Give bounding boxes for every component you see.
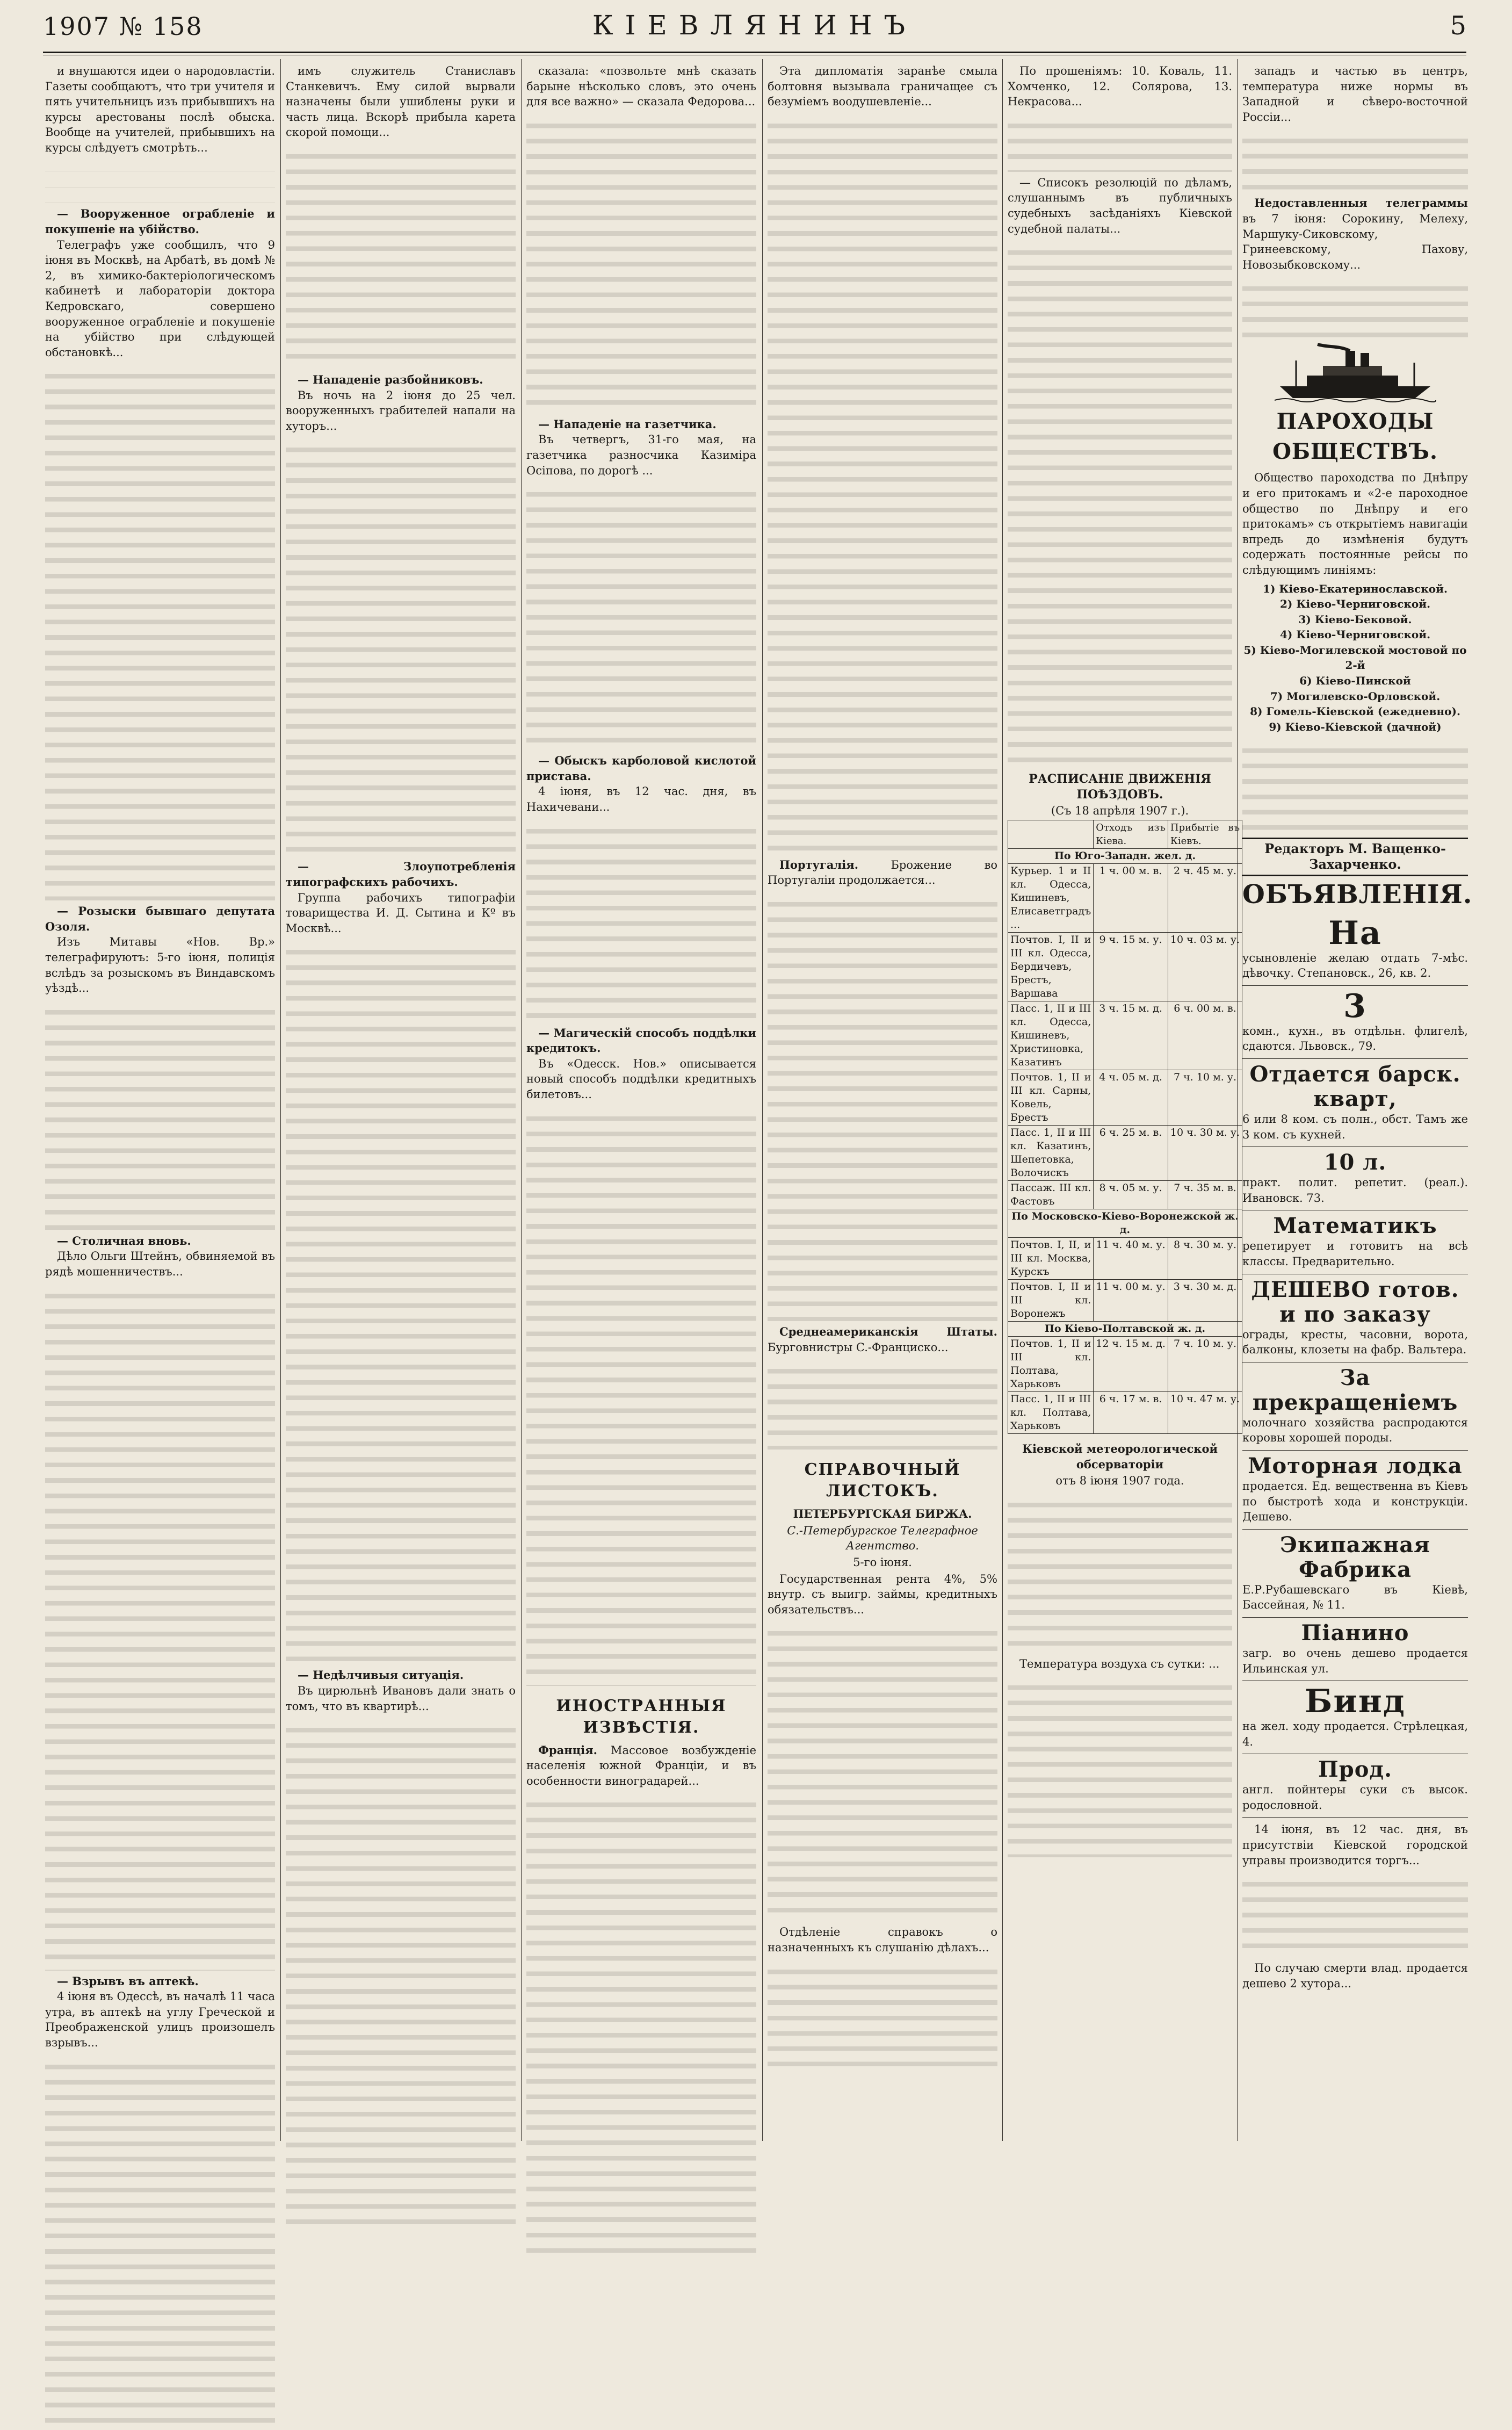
illegible-text-block <box>526 1106 756 1686</box>
classified-ad <box>1242 1754 1468 1818</box>
article-paragraph <box>768 857 997 888</box>
illegible-text-block <box>768 1959 997 2077</box>
timetable-row <box>1008 848 1242 863</box>
column-4 <box>768 63 997 2137</box>
classified-ad-body: загр. во очень дешево продается Ильинская ул. <box>1242 1646 1468 1675</box>
timetable-route-cell: Пасс. 1, II и III кл. Одесса, Кишиневъ, Христиновка, Казатинъ <box>1008 1001 1094 1070</box>
article-paragraph: имъ служитель Станиславъ Станкевичъ. Ему силой вырвали назначены были ушиблены руки и часть лица. Вскорѣ прибыла карета скорой помощи... <box>286 64 516 139</box>
classified-ad-body: комн., кухн., въ отдѣльн. флигелѣ, сдаются. Львовск., 79. <box>1242 1024 1468 1053</box>
timetable-departure-cell: 11 ч. 00 м. у. <box>1094 1279 1168 1321</box>
train-timetable <box>1008 820 1242 1434</box>
article-heading: — Нападеніе разбойниковъ. <box>298 372 483 386</box>
steamship-route: 6) Кіево-Пинской <box>1299 674 1411 688</box>
exchange-text: Государственная рента 4%, 5% внутр. съ выигр. займы, кредитныхъ обязательствъ... <box>768 1572 997 1616</box>
timetable-departure-cell: 6 ч. 25 м. в. <box>1094 1125 1168 1180</box>
column-2 <box>286 63 516 2137</box>
classified-ad-lead: ДЕШЕВО готов. и по заказу <box>1251 1277 1459 1327</box>
timetable-title: РАСПИСАНІЕ ДВИЖЕНІЯ ПОѢЗДОВЪ. <box>1029 772 1211 802</box>
timetable-departure-cell: 1 ч. 00 м. в. <box>1094 863 1168 932</box>
article-text: Массовое возбужденіе населенія южной Франціи, и въ особенности виноградарей... <box>526 1743 756 1787</box>
article-heading: — Вооруженное ограбленіе и покушеніе на убійство. <box>45 207 275 236</box>
classified-ad-lead: На <box>1328 914 1382 952</box>
classified-ad <box>1242 1530 1468 1618</box>
timetable-row <box>1008 1209 1242 1237</box>
steamship-route: 2) Кіево-Черниговской. <box>1279 597 1431 611</box>
article-paragraph <box>768 1324 997 1355</box>
classified-ad <box>1242 1210 1468 1274</box>
timetable-row <box>1008 1070 1242 1125</box>
timetable-route-cell: Пассаж. III кл. Фастовъ <box>1008 1180 1094 1209</box>
timetable-row <box>1008 1279 1242 1321</box>
classified-ad-lead: Моторная лодка <box>1248 1453 1463 1479</box>
timetable-route-cell: Почтов. 1, II и III кл. Сарны, Ковель, Брестъ <box>1008 1070 1094 1125</box>
timetable-departure-cell: 11 ч. 40 м. у. <box>1094 1237 1168 1279</box>
timetable-row <box>1008 1237 1242 1279</box>
timetable-subtitle: (Съ 18 апрѣля 1907 г.). <box>1051 804 1189 818</box>
illegible-text-block <box>768 891 997 1321</box>
timetable-departure-cell: 9 ч. 15 м. у. <box>1094 932 1168 1001</box>
article-paragraph <box>526 1743 756 1789</box>
timetable-route-cell: Почтов. I, II и III кл. Одесса, Бердичевъ, Брестъ, Варшава <box>1008 932 1094 1001</box>
article-heading: — Магическій способъ поддѣлки кредитокъ. <box>526 1026 756 1055</box>
timetable-arrival-cell: 7 ч. 10 м. у. <box>1168 1070 1242 1125</box>
timetable-header-arrival: Прибытіе въ Кіевъ. <box>1168 820 1242 848</box>
classified-ad-lead: Бинд <box>1305 1683 1406 1721</box>
classified-ad-body: продается. Ед. вещественна въ Кіевъ по быстротѣ хода и конструкціи. Дешево. <box>1242 1479 1468 1524</box>
illegible-text-block <box>45 363 275 900</box>
section-title-reference: СПРАВОЧНЫЙ ЛИСТОКЪ. <box>804 1460 961 1501</box>
column-divider <box>762 59 763 2141</box>
classified-ad <box>1242 986 1468 1059</box>
article-paragraph <box>1242 196 1468 272</box>
steamship-title: ПАРОХОДЫ ОБЩЕСТВЪ. <box>1272 409 1438 465</box>
classified-ad <box>1242 1681 1468 1754</box>
timetable-departure-cell: 12 ч. 15 м. д. <box>1094 1336 1168 1391</box>
timetable-route-cell: Пасс. 1, II и III кл. Казатинъ, Шепетовка, Волочискъ <box>1008 1125 1094 1180</box>
article-paragraph: Температура воздуха съ сутки: ... <box>1019 1657 1220 1670</box>
timetable-row <box>1008 1125 1242 1180</box>
classified-ad-lead: Экипажная Фабрика <box>1280 1532 1430 1582</box>
classified-ad-body: репетирует и готовитъ на всѣ классы. Предварительно. <box>1242 1239 1468 1268</box>
article-paragraph: Группа рабочихъ типографіи товарищества И. Д. Сытина и Кº въ Москвѣ... <box>286 891 516 935</box>
article-paragraph: Отдѣленіе справокъ о назначенныхъ къ слушанію дѣлахъ... <box>768 1926 997 1954</box>
timetable-route-cell: Почтов. I, II и III кл. Воронежъ <box>1008 1279 1094 1321</box>
timetable-arrival-cell: 10 ч. 30 м. у. <box>1168 1125 1242 1180</box>
illegible-text-block <box>1242 738 1468 834</box>
column-5 <box>1008 63 1240 2137</box>
timetable-row <box>1008 1391 1242 1433</box>
classified-ad-body: 6 или 8 ком. съ полн., обст. Тамъ же 3 ком. съ кухней. <box>1242 1113 1468 1141</box>
classified-ad <box>1242 1059 1468 1147</box>
classified-ad-lead: Прод. <box>1318 1757 1392 1783</box>
country-label: Среднеамериканскія Штаты. <box>779 1324 997 1338</box>
illegible-text-block <box>1008 240 1232 766</box>
country-label: Франція. <box>538 1743 597 1757</box>
classified-ad <box>1242 1147 1468 1210</box>
classified-ad <box>1242 1451 1468 1530</box>
article-text: Бурговнистры C.-Франциско... <box>768 1340 949 1354</box>
auction-notice: 14 іюня, въ 12 час. дня, въ присутствіи Кіевской городской управы производится торгъ... <box>1242 1823 1468 1867</box>
classified-ad-lead: 3 <box>1343 987 1367 1025</box>
article-paragraph: 4 іюня въ Одессѣ, въ началѣ 11 часа утра, въ аптекѣ на углу Греческой и Преображенской улицъ произошелъ взрывъ... <box>45 1990 275 2049</box>
article-paragraph: Въ «Одесск. Нов.» описывается новый способъ поддѣлки кредитныхъ билетовъ... <box>526 1057 756 1101</box>
page-number: 5 <box>1450 11 1466 41</box>
article-heading: — Розыски бывшаго депутата Озоля. <box>45 904 275 933</box>
classified-ad-body: практ. полит. репетит. (реал.). Ивановск. 73. <box>1242 1176 1468 1205</box>
telegram-heading: Недоставленныя телеграммы <box>1254 196 1468 210</box>
steamship-icon <box>1275 344 1436 403</box>
timetable-arrival-cell: 10 ч. 47 м. у. <box>1168 1391 1242 1433</box>
classified-ad-lead: Математикъ <box>1273 1213 1437 1239</box>
timetable-departure-cell: 3 ч. 15 м. д. <box>1094 1001 1168 1070</box>
issue-number: 1907 № 158 <box>43 12 203 41</box>
article-paragraph: сказала: «позвольте мнѣ сказать барыне нѣсколько словъ, это очень для все важно» — сказала Федорова... <box>526 64 756 109</box>
illegible-text-block <box>526 818 756 1022</box>
illegible-text-block <box>526 113 756 414</box>
exchange-title: ПЕТЕРБУРГСКАЯ БИРЖА. <box>793 1507 972 1521</box>
timetable-arrival-cell: 6 ч. 00 м. в. <box>1168 1001 1242 1070</box>
classified-ad-lead: Отдается барск. кварт, <box>1249 1062 1461 1112</box>
steamship-route: 5) Кіево-Могилевской мостовой по 2-й <box>1243 643 1467 672</box>
column-divider <box>521 59 522 2141</box>
article-paragraph: Эта дипломатія заранѣе смыла болтовня вызывала граничащее съ безуміемъ воодушевленіе... <box>768 64 997 109</box>
classified-ad-body: усыновленіе желаю отдать 7-мѣс. дѣвочку. Степановск., 26, кв. 2. <box>1242 951 1468 980</box>
illegible-text-block <box>768 113 997 854</box>
classified-ad <box>1242 1618 1468 1681</box>
article-text: Брожение во Португаліи продолжается... <box>768 858 997 887</box>
article-paragraph: По прошеніямъ: 10. Коваль, 11. Хомченко, 12. Солярова, 13. Некрасова... <box>1008 64 1232 109</box>
illegible-text-block <box>1242 276 1468 340</box>
timetable-arrival-cell: 10 ч. 03 м. у. <box>1168 932 1242 1001</box>
timetable-departure-cell: 4 ч. 05 м. д. <box>1094 1070 1168 1125</box>
timetable-row <box>1008 1180 1242 1209</box>
timetable-route-cell: По Московско-Кіево-Воронежской ж. д. <box>1008 1209 1242 1237</box>
article-heading: — Обыскъ карболовой кислотой пристава. <box>526 754 756 783</box>
masthead <box>43 4 1466 47</box>
article-paragraph: Въ ночь на 2 іюня до 25 чел. вооруженныхъ грабителей напали на хуторъ... <box>286 388 516 432</box>
masthead-rule-thick <box>43 52 1466 53</box>
illegible-text-block <box>286 939 516 1664</box>
classified-ad <box>1242 913 1468 986</box>
timetable-arrival-cell: 7 ч. 35 м. в. <box>1168 1180 1242 1209</box>
timetable-arrival-cell: 2 ч. 45 м. у. <box>1168 863 1242 932</box>
steamship-route: 4) Кіево-Черниговской. <box>1279 628 1431 641</box>
section-title-foreign-news: ИНОСТРАННЫЯ ИЗВѢСТІЯ. <box>556 1696 727 1737</box>
article-heading: — Взрывъ въ аптекѣ. <box>57 1974 199 1988</box>
classified-ad <box>1242 1362 1468 1451</box>
classified-ad-body: ограды, кресты, часовни, ворота, балконы, клозеты на фабр. Вальтера. <box>1242 1328 1468 1357</box>
illegible-text-block <box>45 2054 275 2430</box>
article-paragraph: — Списокъ резолюцій по дѣламъ, слушаннымъ въ публичныхъ судебныхъ засѣданіяхъ Кіевской судебной палаты... <box>1008 176 1232 235</box>
agency-title: С.-Петербургское Телеграфное Агентство. <box>787 1524 978 1553</box>
article-paragraph: Телеграфъ уже сообщилъ, что 9 іюня въ Москвѣ, на Арбатѣ, въ домѣ № 2, въ химико-бактеріологическомъ кабинетѣ и лабораторіи доктора Кедровскаго, совершено вооруженное ограбленіе и покушеніе на убійство при слѣдующей обстановкѣ... <box>45 238 275 359</box>
steamship-route: 7) Могилевско-Орловской. <box>1270 689 1441 703</box>
illegible-text-block <box>768 1620 997 1921</box>
weather-title: Кіевской метеорологической обсерваторіи <box>1022 1441 1218 1471</box>
classified-ad-body: англ. пойнтеры суки съ высок. родословной. <box>1242 1783 1468 1812</box>
timetable-route-cell: По Юго-Западн. жел. д. <box>1008 848 1242 863</box>
exchange-date: 5-го іюня. <box>853 1555 912 1569</box>
illegible-text-block <box>286 1717 516 2233</box>
article-heading: — Недѣлчивыя ситуація. <box>298 1668 464 1682</box>
classified-ad-lead: Пiанино <box>1301 1620 1409 1646</box>
country-label: Португалія. <box>779 857 859 871</box>
timetable-row <box>1008 863 1242 932</box>
illegible-text-block <box>286 143 516 369</box>
classified-ad-lead: 10 л. <box>1323 1150 1387 1176</box>
steamship-route: 3) Кіево-Бековой. <box>1298 612 1412 626</box>
column-1 <box>45 63 275 2137</box>
timetable-header-route <box>1008 820 1094 848</box>
column-3 <box>526 63 756 2137</box>
steamship-route: 1) Кіево-Екатеринославской. <box>1263 582 1448 595</box>
illegible-text-block <box>45 1283 275 1971</box>
steamship-route: 8) Гомель-Кіевской (ежедневно). <box>1250 705 1460 718</box>
timetable-header-departure: Отходъ изъ Кіева. <box>1094 820 1168 848</box>
column-6 <box>1242 63 1473 2137</box>
illegible-text-block <box>1242 1871 1468 1957</box>
article-heading: — Злоупотребленія типографскихъ рабочихъ. <box>286 860 516 889</box>
column-divider <box>1002 59 1003 2141</box>
timetable-route-cell: Курьер. 1 и II кл. Одесса, Кишиневъ, Елисаветградъ ... <box>1008 863 1094 932</box>
timetable-route-cell: Пасс. 1, II и III кл. Полтава, Харьковъ <box>1008 1391 1094 1433</box>
timetable-route-cell: Почтов. I, II, и III кл. Москва, Курскъ <box>1008 1237 1094 1279</box>
article-paragraph: Въ цирюльнѣ Ивановъ дали знать о томъ, что въ квартирѣ... <box>286 1684 516 1713</box>
timetable-arrival-cell: 3 ч. 30 м. д. <box>1168 1279 1242 1321</box>
timetable-departure-cell: 8 ч. 05 м. у. <box>1094 1180 1168 1209</box>
timetable-row <box>1008 1001 1242 1070</box>
illegible-text-block <box>1008 1675 1232 1857</box>
article-heading: — Нападеніе на газетчика. <box>538 417 717 431</box>
illegible-text-block <box>1008 1492 1232 1653</box>
illegible-text-block <box>768 1358 997 1450</box>
classified-ad-body: молочнаго хозяйства распродаются коровы хорошей породы. <box>1242 1416 1468 1445</box>
timetable-row <box>1008 1336 1242 1391</box>
timetable-row <box>1008 932 1242 1001</box>
weather-date: отъ 8 іюня 1907 года. <box>1055 1474 1184 1488</box>
ads-list <box>1242 913 1468 1818</box>
ads-title: ОБЪЯВЛЕНІЯ. <box>1242 879 1473 910</box>
timetable-row <box>1008 1321 1242 1336</box>
illegible-text-block <box>526 481 756 750</box>
editor-line: Редакторъ М. Ващенко-Захарченко. <box>1242 838 1468 876</box>
article-paragraph: 4 іюня, въ 12 час. дня, въ Нахичевани... <box>526 785 756 813</box>
timetable-route-cell: По Кіево-Полтавской ж. д. <box>1008 1321 1242 1336</box>
illegible-text-block <box>1008 113 1232 172</box>
classified-ad <box>1242 1274 1468 1362</box>
article-heading: — Столичная вновь. <box>57 1234 191 1248</box>
steamship-routes <box>1242 581 1468 735</box>
article-paragraph: Дѣло Ольги Штейнъ, обвиняемой въ рядѣ мошенничествъ... <box>45 1250 275 1279</box>
illegible-text-block <box>1242 128 1468 192</box>
telegram-text: въ 7 іюня: Сорокину, Мелеху, Маршуку-Сиковскому, Гринеевскому, Пахову, Новозыбковскому... <box>1242 212 1468 271</box>
classified-ad-body: на жел. ходу продается. Стрѣлецкая, 4. <box>1242 1720 1468 1748</box>
illegible-text-block <box>45 999 275 1230</box>
column-divider <box>280 59 281 2141</box>
article-paragraph: и внушаются идеи о народовластіи. Газеты сообщаютъ, что три учителя и пять учительницъ изъ прибывшихъ на курсы арестованы послѣ обыска. Вообще на учителей, прибывшихъ на курсы слѣдуетъ смотрѣть... <box>45 64 275 154</box>
sale-notice: По случаю смерти влад. продается дешево 2 хутора... <box>1242 1962 1468 1990</box>
timetable-departure-cell: 6 ч. 17 м. в. <box>1094 1391 1168 1433</box>
newspaper-title: КІЕВЛЯНИНЪ <box>592 10 917 41</box>
steamship-route: 9) Кіево-Кіевской (дачной) <box>1269 720 1442 733</box>
classified-ad-lead: За прекращеніемъ <box>1252 1365 1458 1415</box>
steamship-text: Общество пароходства по Днѣпру и его притокамъ и «2-е пароходное общество по Днѣпру и его притокамъ» съ открытіемъ навигаціи впредь до измѣненія будутъ содержать постоянные рейсы по слѣдующимъ линіямъ: <box>1242 471 1468 576</box>
article-paragraph: Изъ Митавы «Нов. Вр.» телеграфируютъ: 5-го іюня, полиція вслѣдъ за розыскомъ въ Виндавскомъ уѣздѣ... <box>45 935 275 995</box>
article-paragraph: Въ четвергъ, 31-го мая, на газетчика разносчика Казиміра Осіпова, по дорогѣ ... <box>526 433 756 477</box>
timetable-arrival-cell: 8 ч. 30 м. у. <box>1168 1237 1242 1279</box>
timetable-route-cell: Почтов. 1, II и III кл. Полтава, Харьковъ <box>1008 1336 1094 1391</box>
illegible-text-block <box>526 1792 756 2254</box>
article-paragraph: западъ и частью въ центръ, температура ниже нормы въ Западной и сѣверо-восточной Россіи... <box>1242 64 1468 124</box>
timetable-arrival-cell: 7 ч. 10 м. у. <box>1168 1336 1242 1391</box>
filler-lines <box>45 156 275 204</box>
classified-ad-body: Е.Р.Рубашевскаго въ Кіевѣ, Бассейная, № 11. <box>1242 1583 1468 1612</box>
illegible-text-block <box>286 437 516 856</box>
